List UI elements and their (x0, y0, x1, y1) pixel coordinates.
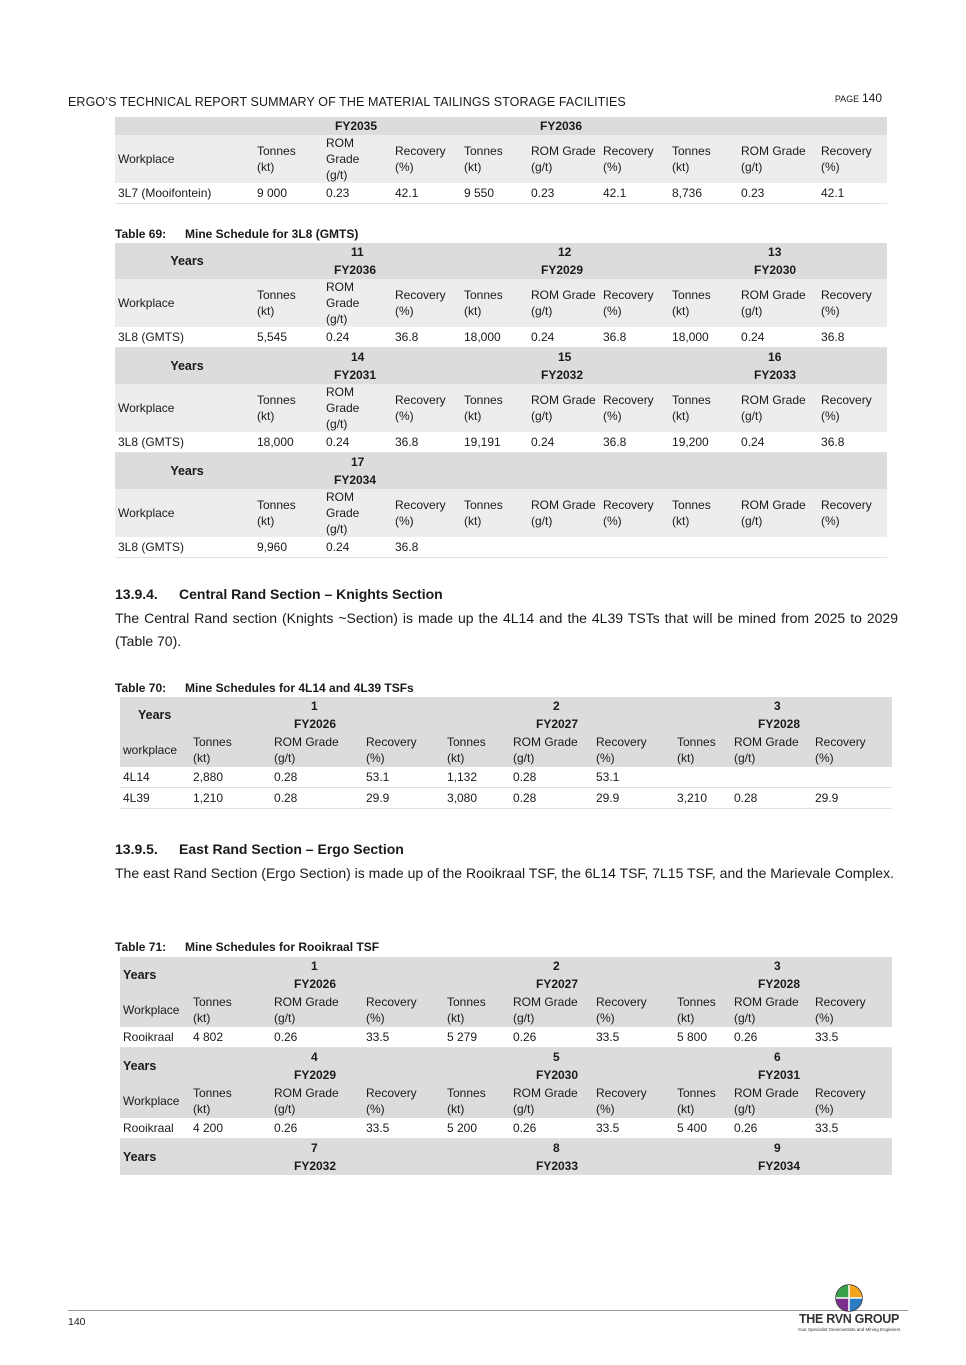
years-row: Years 1 2 3 (120, 697, 892, 715)
column-header-row: Workplace Tonnes (kt) ROM Grade (g/t) Recovery (%) Tonnes (kt) ROM Grade (g/t) Recovery (%) Tonnes (kt) ROM Grade (g/t) Recovery (%) (115, 489, 887, 537)
section-13-9-4-paragraph: The Central Rand section (Knights ~Section) is made up the 4L14 and the 4L39 TSTs that will be mined from 2025 to 2029 (Table 70). (115, 610, 898, 649)
fy-row: FY2031 FY2032 FY2033 (115, 366, 887, 384)
logo-text: THE RVN GROUP (798, 1312, 900, 1326)
years-row: Years 11 12 13 (115, 243, 887, 261)
page-prefix: PAGE (834, 94, 860, 104)
fy-row: FY2034 (115, 471, 887, 489)
fy-row: FY2029 FY2030 FY2031 (120, 1066, 892, 1084)
col-tonnes: Tonnes (kt) (669, 135, 738, 183)
table-69-mine-schedule-3l8 (115, 243, 887, 558)
col-recovery: Recovery (%) (818, 135, 887, 183)
col-rom-grade: ROM Grade (g/t) (323, 135, 392, 183)
column-header-row (115, 135, 887, 183)
table-71-mine-schedules-rooikraal (120, 957, 892, 1175)
col-recovery: Recovery (%) (600, 135, 669, 183)
years-row: Years 14 15 16 (115, 348, 887, 367)
col-tonnes: Tonnes (kt) (254, 135, 323, 183)
years-row: Years 1 2 3 (120, 957, 892, 975)
column-header-row: workplace Tonnes (kt) ROM Grade (g/t) Recovery (%) Tonnes (kt) ROM Grade (g/t) Recovery (%) Tonnes (kt) ROM Grade (g/t) Recovery (%) (120, 733, 892, 767)
table-71-caption: Table 71: Mine Schedules for Rooikraal TSF (115, 940, 380, 954)
page-number-header (835, 91, 882, 105)
col-tonnes: Tonnes (kt) (461, 135, 528, 183)
fy-row: FY2036 FY2029 FY2030 (115, 261, 887, 279)
fy-row: FY2026 FY2027 FY2028 (120, 975, 892, 993)
table-row: Rooikraal 4 200 0.26 33.5 5 200 0.26 33.5 5 400 0.26 33.5 (120, 1118, 892, 1139)
table-row: 3L7 (Mooifontein) 9 000 0.23 42.1 9 550 0.23 42.1 8,736 0.23 42.1 (115, 183, 887, 204)
table-70-mine-schedules-4l14-4l39 (120, 697, 892, 809)
years-row: Years 4 5 6 (120, 1048, 892, 1067)
col-rom-grade: ROM Grade (g/t) (528, 135, 600, 183)
col-rom-grade: ROM Grade (g/t) (738, 135, 818, 183)
table-row: 3L8 (GMTS) 5,545 0.24 36.8 18,000 0.24 36.8 18,000 0.24 36.8 (115, 327, 887, 348)
fy-row: FY2032 FY2033 FY2034 (120, 1157, 892, 1175)
years-label: Years (115, 243, 254, 279)
section-heading-13-9-5: 13.9.5. East Rand Section – Ergo Section (115, 841, 404, 857)
fy-header-row (115, 117, 887, 135)
table-row: 3L8 (GMTS) 9,960 0.24 36.8 (115, 537, 887, 558)
table-3l7-continuation (115, 117, 887, 204)
table-69-caption: Table 69: Mine Schedule for 3L8 (GMTS) (115, 227, 359, 241)
table-row: Rooikraal 4 802 0.26 33.5 5 279 0.26 33.5 5 800 0.26 33.5 (120, 1027, 892, 1048)
fy-row: FY2026 FY2027 FY2028 (120, 715, 892, 733)
column-header-row: Workplace Tonnes (kt) ROM Grade (g/t) Recovery (%) Tonnes (kt) ROM Grade (g/t) Recovery (%) Tonnes (kt) ROM Grade (g/t) Recovery (%) (120, 993, 892, 1027)
years-row: Years 17 (115, 453, 887, 472)
table-70-caption: Table 70: Mine Schedules for 4L14 and 4L39 TSFs (115, 681, 414, 695)
years-row: Years 7 8 9 (120, 1139, 892, 1158)
footer-page-number: 140 (68, 1316, 86, 1328)
table-row: 3L8 (GMTS) 18,000 0.24 36.8 19,191 0.24 36.8 19,200 0.24 36.8 (115, 432, 887, 453)
page-number: 140 (861, 91, 882, 105)
table-row: 4L39 1,210 0.28 29.9 3,080 0.28 29.9 3,210 0.28 29.9 (120, 788, 892, 809)
footer-divider (68, 1310, 908, 1311)
section-heading-13-9-4: 13.9.4. Central Rand Section – Knights Section (115, 586, 443, 602)
fy-label: FY2036 (528, 117, 669, 135)
column-header-row: Workplace Tonnes (kt) ROM Grade (g/t) Recovery (%) Tonnes (kt) ROM Grade (g/t) Recovery (%) Tonnes (kt) ROM Grade (g/t) Recovery (%) (120, 1084, 892, 1118)
col-workplace: Workplace (115, 135, 254, 183)
rvn-group-logo (790, 1282, 908, 1338)
section-13-9-5-paragraph: The east Rand Section (Ergo Section) is made up of the Rooikraal TSF, the 6L14 TSF, 7L15 TSF, and the Marievale Complex. (115, 865, 894, 881)
col-recovery: Recovery (%) (392, 135, 461, 183)
column-header-row: Workplace Tonnes (kt) ROM Grade (g/t) Recovery (%) Tonnes (kt) ROM Grade (g/t) Recovery (%) Tonnes (kt) ROM Grade (g/t) Recovery (%) (115, 384, 887, 432)
report-header-title: ERGO’S TECHNICAL REPORT SUMMARY OF THE MATERIAL TAILINGS STORAGE FACILITIES (68, 95, 626, 109)
fy-label: FY2035 (323, 117, 461, 135)
logo-tagline: Your Specialist Geoscientists and Mining Engineers (797, 1327, 901, 1332)
table-row: 4L14 2,880 0.28 53.1 1,132 0.28 53.1 (120, 767, 892, 788)
column-header-row: Workplace Tonnes (kt) ROM Grade (g/t) Recovery (%) Tonnes (kt) ROM Grade (g/t) Recovery (%) Tonnes (kt) ROM Grade (g/t) Recovery (%) (115, 279, 887, 327)
